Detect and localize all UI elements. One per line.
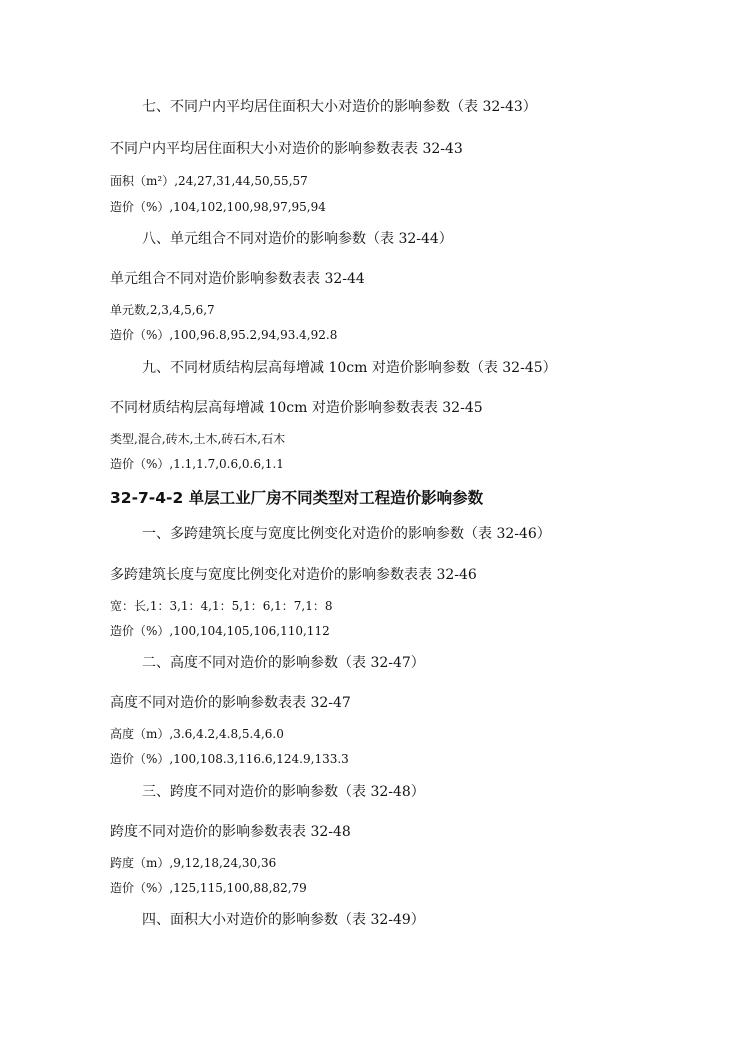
data-row-ratio: 宽：长,1：3,1：4,1：5,1：6,1：7,1：8: [110, 599, 333, 613]
table-title-32-46: 多跨建筑长度与宽度比例变化对造价的影响参数表表 32-46: [110, 567, 477, 583]
table-title-32-44: 单元组合不同对造价影响参数表表 32-44: [110, 271, 365, 287]
table-title-32-43: 不同户内平均居住面积大小对造价的影响参数表表 32-43: [110, 141, 463, 157]
data-row-cost: 造价（%）,104,102,100,98,97,95,94: [110, 200, 326, 214]
data-row-type: 类型,混合,砖木,土木,砖石木,石木: [110, 432, 286, 446]
item-heading-1: 一、多跨建筑长度与宽度比例变化对造价的影响参数（表 32-46）: [142, 526, 551, 542]
item-heading-8: 八、单元组合不同对造价的影响参数（表 32-44）: [142, 231, 453, 247]
section-heading: 32-7-4-2 单层工业厂房不同类型对工程造价影响参数: [110, 489, 484, 507]
table-title-32-48: 跨度不同对造价的影响参数表表 32-48: [110, 824, 351, 840]
data-row-cost: 造价（%）,125,115,100,88,82,79: [110, 881, 307, 895]
table-title-32-45: 不同材质结构层高每增减 10cm 对造价影响参数表表 32-45: [110, 400, 483, 416]
data-row-cost: 造价（%）,1.1,1.7,0.6,0.6,1.1: [110, 457, 284, 471]
data-row-cost: 造价（%）,100,104,105,106,110,112: [110, 624, 330, 638]
item-heading-3: 三、跨度不同对造价的影响参数（表 32-48）: [142, 784, 425, 800]
item-heading-7: 七、不同户内平均居住面积大小对造价的影响参数（表 32-43）: [142, 99, 537, 115]
data-row-cost: 造价（%）,100,108.3,116.6,124.9,133.3: [110, 752, 349, 766]
item-heading-2: 二、高度不同对造价的影响参数（表 32-47）: [142, 655, 425, 671]
item-heading-9: 九、不同材质结构层高每增减 10cm 对造价影响参数（表 32-45）: [142, 360, 557, 376]
data-row-area: 面积（m²）,24,27,31,44,50,55,57: [110, 174, 308, 188]
item-heading-4: 四、面积大小对造价的影响参数（表 32-49）: [142, 912, 425, 928]
data-row-span: 跨度（m）,9,12,18,24,30,36: [110, 856, 277, 870]
data-row-height: 高度（m）,3.6,4.2,4.8,5.4,6.0: [110, 727, 284, 741]
data-row-cost: 造价（%）,100,96.8,95.2,94,93.4,92.8: [110, 328, 338, 342]
table-title-32-47: 高度不同对造价的影响参数表表 32-47: [110, 695, 351, 711]
data-row-units: 单元数,2,3,4,5,6,7: [110, 303, 215, 317]
